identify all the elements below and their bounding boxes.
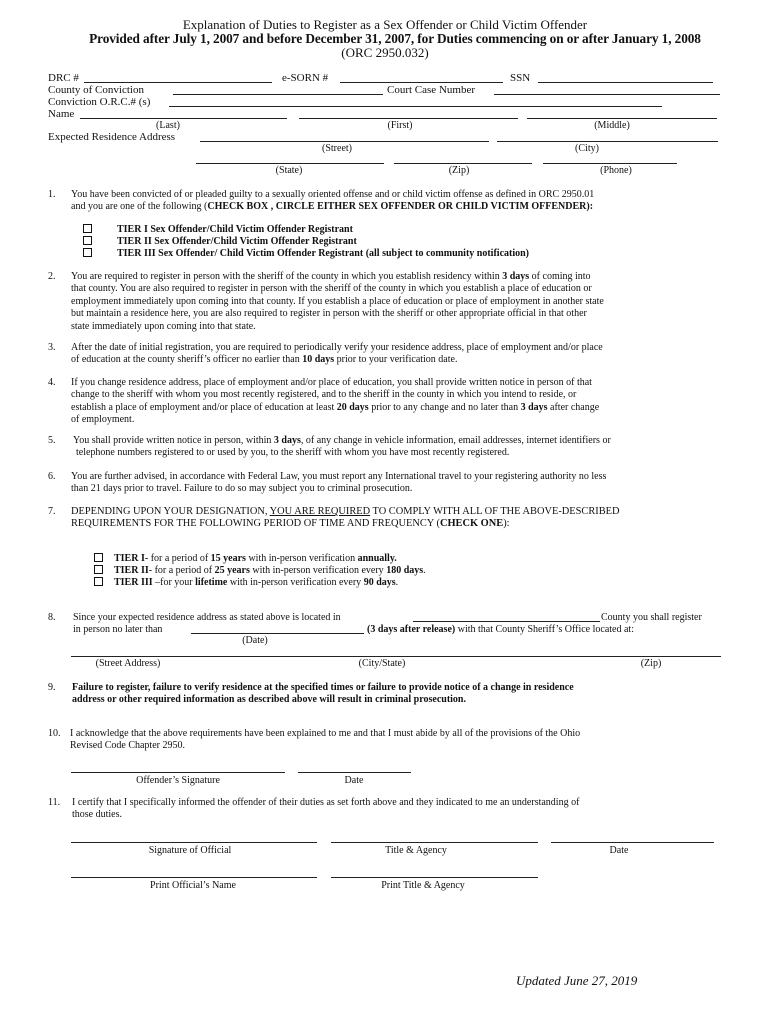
ssn-label: SSN	[510, 72, 531, 84]
tier-3-frequency: 90 days	[363, 577, 396, 588]
item-2-number: 2.	[48, 271, 56, 282]
tier-1-years: 15 years	[210, 553, 246, 564]
item-3-line-b-end: prior to your verification date.	[334, 354, 458, 366]
item-2-line-c: employment immediately upon coming into that county. If you establish a place of education or place of employment in another state	[71, 295, 604, 307]
item-1-line-b	[71, 201, 761, 213]
item-7-line-b	[71, 518, 761, 530]
item-6-line-a: You are further advised, in accordance with Federal Law, you must report any International travel to your registering authority no less	[71, 471, 607, 482]
item-7-line-b-end: ):	[503, 518, 510, 530]
item-8-number: 8.	[48, 612, 56, 623]
item-8-date-caption: (Date)	[242, 635, 268, 646]
name-label: Name	[48, 108, 75, 120]
item-7-line-a	[71, 506, 761, 518]
print-official-name-caption: Print Official’s Name	[150, 880, 236, 891]
item-11-text	[72, 797, 762, 822]
item-8-line-b-end	[367, 624, 634, 636]
item-4-number: 4.	[48, 377, 56, 388]
tier-1-text-b: with in-person verification	[245, 553, 358, 564]
item-7-line-b-plain: REQUIREMENTS FOR THE FOLLOWING PERIOD OF TIME AND FREQUENCY (	[71, 518, 440, 530]
item-8-line-a: Since your expected residence address as stated above is located in	[73, 612, 341, 623]
item-7-required: YOU ARE REQUIRED	[269, 506, 371, 517]
item-7-tier-3-option[interactable]	[94, 577, 398, 589]
item-5-line-a	[73, 435, 763, 447]
official-date-field[interactable]	[551, 842, 714, 843]
tier-2-years: 25 years	[214, 565, 250, 576]
name-last-field[interactable]	[80, 118, 287, 119]
item-8-line-a-end: County you shall register	[601, 612, 702, 623]
checkbox[interactable]	[94, 553, 103, 562]
item-1-instruction: CHECK BOX , CIRCLE EITHER SEX OFFENDER OR CHILD VICTIM OFFENDER):	[207, 201, 594, 213]
title-agency-caption: Title & Agency	[385, 845, 447, 856]
zip-field[interactable]	[394, 163, 532, 164]
item-8-street-caption: (Street Address)	[95, 658, 161, 669]
checkbox[interactable]	[83, 248, 92, 257]
item-11-number: 11.	[48, 797, 61, 808]
item-8-3-days: (3 days after release)	[367, 624, 456, 635]
zip-caption: (Zip)	[448, 165, 470, 176]
item-4-line-c-mid: prior to any change and no later than	[368, 401, 521, 413]
item-1-line-b-plain: and you are one of the following (	[71, 201, 208, 213]
item-5-line-b: telephone numbers registered to or used by you, to the sheriff with whom you have most recently registered.	[76, 447, 510, 459]
item-10-text	[70, 728, 760, 753]
item-3-days: 10 days	[302, 354, 335, 366]
offender-signature-field[interactable]	[71, 772, 285, 773]
item-11-line-b: those duties.	[72, 809, 122, 821]
tier-1-frequency: annually.	[357, 553, 397, 564]
item-4-line-c	[71, 402, 761, 414]
street-field[interactable]	[200, 141, 489, 142]
item-1-tier-3-option[interactable]	[83, 248, 529, 260]
checkbox[interactable]	[94, 577, 103, 586]
item-7-tier-1-option[interactable]	[94, 553, 397, 565]
item-4-days-3: 3 days	[520, 401, 548, 413]
drc-field[interactable]	[84, 82, 272, 83]
conviction-orc-label: Conviction O.R.C.# (s)	[48, 96, 151, 108]
item-3-line-a: After the date of initial registration, you are required to periodically verify your residence address, place of employment and/or place	[71, 342, 603, 353]
offender-date-caption: Date	[344, 775, 364, 786]
name-middle-field[interactable]	[527, 118, 717, 119]
item-7-line-a-end: TO COMPLY WITH ALL OF THE ABOVE-DESCRIBED	[370, 506, 620, 517]
offender-date-field[interactable]	[298, 772, 411, 773]
item-9-line-a: Failure to register, failure to verify residence at the specified times or failure to provide notice of a change in residence	[72, 682, 574, 693]
official-signature-field[interactable]	[71, 842, 317, 843]
offender-signature-caption: Offender’s Signature	[136, 775, 220, 786]
tier-3-text-b: with in-person verification every	[227, 577, 364, 588]
item-10-number: 10.	[48, 728, 61, 739]
page-title: Explanation of Duties to Register as a Sex Offender or Child Victim Offender	[182, 17, 588, 32]
item-5-days: 3 days	[273, 435, 301, 446]
item-3-text	[71, 342, 761, 367]
item-2-line-a-plain: You are required to register in person with the sheriff of the county in which you establish residency within	[71, 271, 503, 282]
item-8-zip-caption: (Zip)	[640, 658, 662, 669]
item-5-line-a-end: , of any change in vehicle information, email addresses, internet identifiers or	[300, 435, 611, 446]
state-field[interactable]	[196, 163, 384, 164]
tier-3-name: TIER III	[114, 577, 153, 588]
court-case-label: Court Case Number	[387, 84, 475, 96]
updated-date: Updated June 27, 2019	[516, 973, 638, 988]
item-6-text	[71, 471, 761, 496]
tier-2-text-a: - for a period of	[148, 565, 215, 576]
esorn-label: e-SORN #	[282, 72, 329, 84]
item-1-tier-2-label: TIER II Sex Offender/Child Victim Offender Registrant	[117, 236, 357, 247]
item-1-line-a: You have been convicted of or pleaded guilty to a sexually oriented offense and or child victim offense as defined in ORC 2950.01	[71, 189, 595, 200]
item-11-line-a: I certify that I specifically informed the offender of their duties as set forth above and they indicated to me an understanding of	[72, 797, 580, 808]
item-10-line-a: I acknowledge that the above requirements have been explained to me and that I must abide by all of the provisions of the Ohio	[70, 728, 581, 739]
item-5-line-a-plain: You shall provide written notice in person, within	[73, 435, 274, 446]
tier-2-frequency: 180 days	[386, 565, 424, 576]
last-caption: (Last)	[156, 120, 180, 131]
phone-field[interactable]	[543, 163, 677, 164]
item-7-tier-2-option[interactable]	[94, 565, 426, 577]
checkbox[interactable]	[83, 224, 92, 233]
phone-caption: (Phone)	[600, 165, 632, 176]
conviction-orc-field[interactable]	[169, 106, 662, 107]
item-8-line-b: in person no later than	[73, 624, 163, 635]
tier-1-name: TIER I-	[114, 553, 149, 564]
item-5-number: 5.	[48, 435, 56, 446]
item-5-text	[73, 435, 763, 460]
item-1-number: 1.	[48, 189, 56, 200]
ssn-field[interactable]	[538, 82, 713, 83]
item-1-text	[71, 189, 761, 214]
item-6-line-b: than 21 days prior to travel. Failure to do so may subject you to criminal prosecution.	[71, 483, 413, 495]
item-9-text	[72, 682, 762, 707]
item-8-city-state-caption: (City/State)	[358, 658, 406, 669]
item-7-text	[71, 506, 761, 531]
item-3-line-b-plain: of education at the county sheriff’s officer no earlier than	[71, 354, 303, 366]
tier-3-lifetime: lifetime	[195, 577, 228, 588]
expected-address-label: Expected Residence Address	[48, 131, 176, 143]
item-6-number: 6.	[48, 471, 56, 482]
tier-2-period: .	[423, 565, 426, 576]
city-caption: (City)	[575, 143, 599, 154]
item-4-line-b: change to the sheriff with whom you most recently registered, and to the sheriff in the county in which you intend to reside, or	[71, 389, 577, 401]
official-title-agency-field[interactable]	[331, 842, 538, 843]
item-2-days: 3 days	[502, 271, 530, 282]
item-8-county-field[interactable]	[413, 621, 600, 622]
name-first-field[interactable]	[299, 118, 518, 119]
county-field[interactable]	[173, 94, 383, 95]
signature-of-official-caption: Signature of Official	[148, 845, 232, 856]
item-2-line-d: but maintain a residence here, you are also required to register in person with the sheriff or other appropriate official in that other	[71, 308, 587, 320]
state-caption: (State)	[275, 165, 303, 176]
esorn-field[interactable]	[340, 82, 503, 83]
drc-label: DRC #	[48, 72, 79, 84]
county-label: County of Conviction	[48, 84, 144, 96]
item-1-tier-1-option[interactable]	[83, 224, 353, 236]
official-date-caption: Date	[609, 845, 629, 856]
item-10-line-b: Revised Code Chapter 2950.	[70, 740, 185, 752]
tier-3-period: .	[395, 577, 399, 588]
tier-2-name: TIER II	[114, 565, 149, 576]
item-1-tier-1-label: TIER I Sex Offender/Child Victim Offender Registrant	[117, 224, 353, 235]
item-4-line-c-plain: establish a place of employment and/or place of education at least	[71, 401, 337, 413]
city-field[interactable]	[497, 141, 718, 142]
item-2-line-e: state immediately upon coming into that state.	[71, 320, 256, 332]
checkbox[interactable]	[83, 236, 92, 245]
item-2-line-a-end: of coming into	[529, 271, 591, 282]
item-7-line-a-plain: DEPENDING UPON YOUR DESIGNATION,	[71, 506, 270, 517]
first-caption: (First)	[387, 120, 413, 131]
item-7-number: 7.	[48, 506, 56, 517]
page-subtitle: Provided after July 1, 2007 and before December 31, 2007, for Duties commencing on or after January 1, 2008	[89, 31, 701, 46]
item-2-text	[71, 271, 761, 333]
item-8-address-field[interactable]	[71, 656, 721, 657]
item-4-line-a: If you change residence address, place of employment and/or place of education, you shall provide written notice in person of that	[71, 377, 592, 388]
court-case-field[interactable]	[494, 94, 720, 95]
middle-caption: (Middle)	[594, 120, 630, 131]
item-2-line-a	[71, 271, 761, 283]
item-3-number: 3.	[48, 342, 56, 353]
item-2-line-b: that county. You are also required to register in person with the sheriff of the county in which you establish a place of education or	[71, 283, 592, 295]
tier-3-text-a: –for your	[152, 577, 196, 588]
tier-2-text-b: with in-person verification every	[249, 565, 387, 576]
item-9-number: 9.	[48, 682, 56, 693]
print-title-agency-field[interactable]	[331, 877, 538, 878]
item-4-line-d: of employment.	[71, 414, 135, 426]
item-8-sheriff-text: with that County Sheriff’s Office located at:	[455, 624, 634, 635]
tier-1-text-a: for a period of	[148, 553, 211, 564]
item-9-line-b: address or other required information as described above will result in criminal prosecution.	[72, 694, 466, 706]
print-title-agency-caption: Print Title & Agency	[381, 880, 465, 891]
item-4-text	[71, 377, 761, 427]
item-7-check-one: CHECK ONE	[439, 518, 504, 530]
print-official-name-field[interactable]	[71, 877, 317, 878]
checkbox[interactable]	[94, 565, 103, 574]
item-8-date-field[interactable]	[191, 633, 364, 634]
item-1-tier-2-option[interactable]	[83, 236, 357, 248]
orc-reference: (ORC 2950.032)	[341, 45, 429, 60]
item-4-days-20: 20 days	[336, 401, 369, 413]
street-caption: (Street)	[322, 143, 352, 154]
item-3-line-b	[71, 354, 761, 366]
item-1-tier-3-label: TIER III Sex Offender/ Child Victim Offender Registrant (all subject to community notification)	[117, 248, 530, 259]
item-4-line-c-end: after change	[547, 401, 600, 413]
